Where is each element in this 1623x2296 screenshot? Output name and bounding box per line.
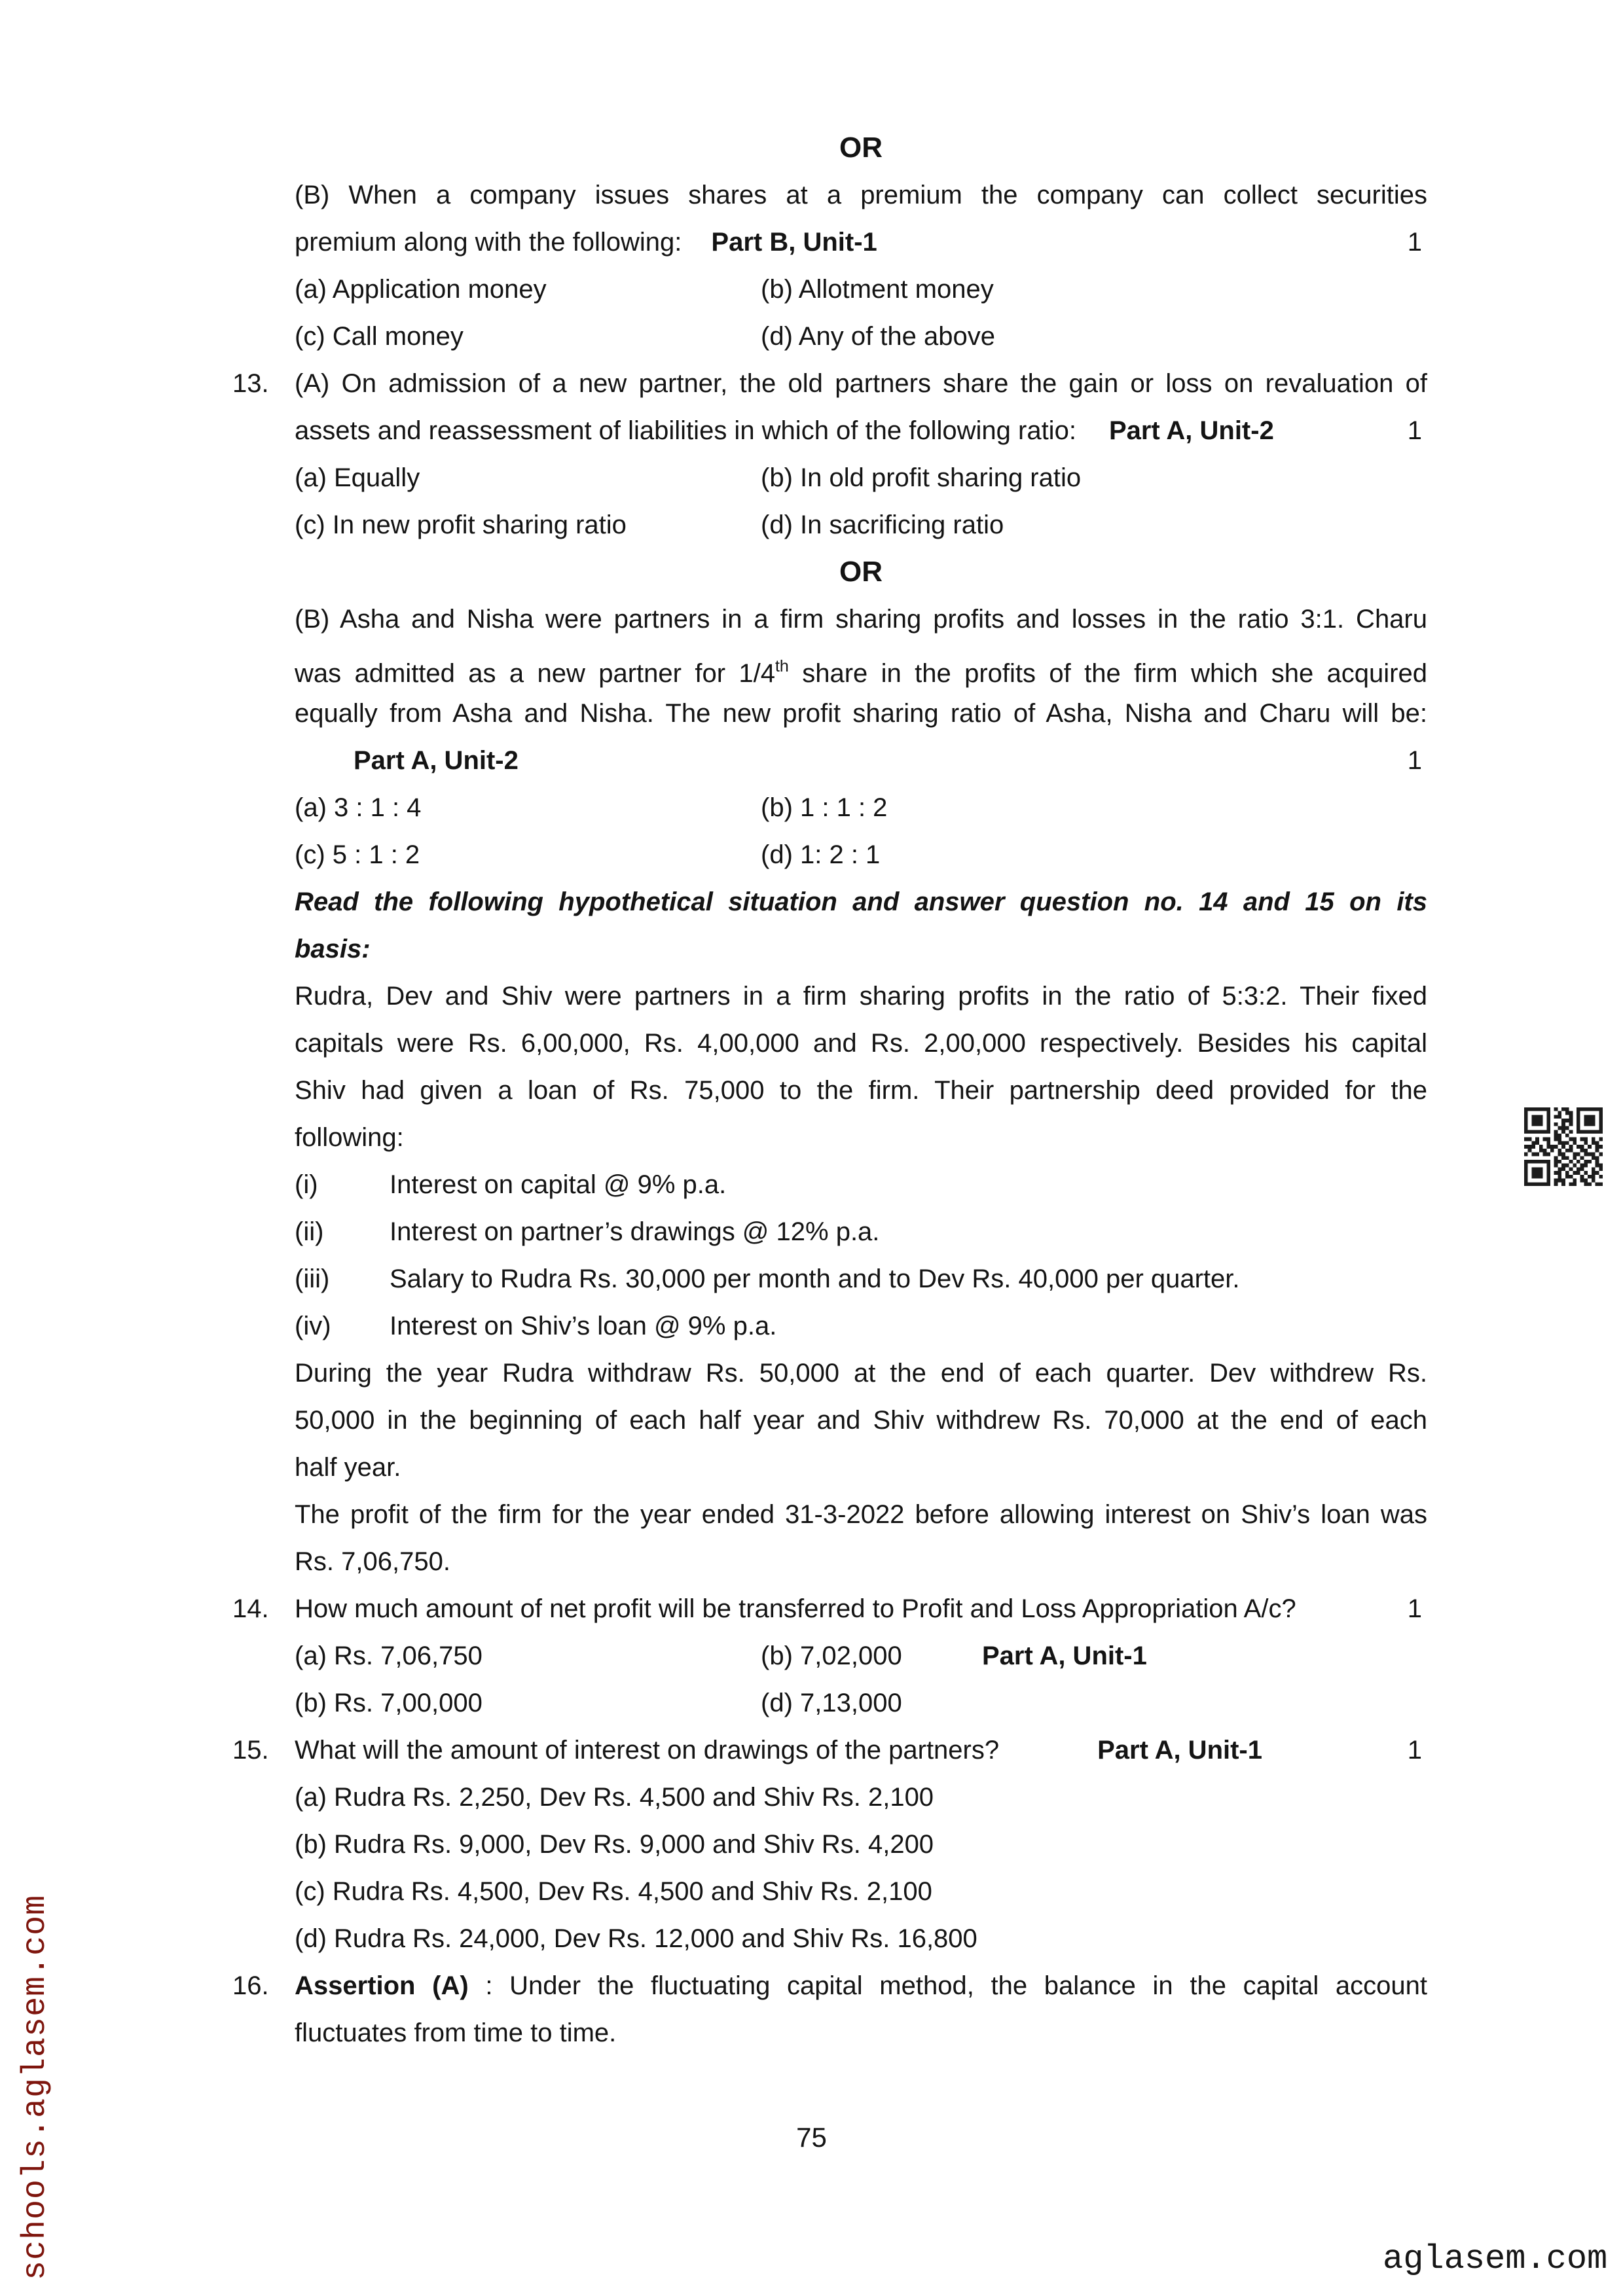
option: (d) 7,13,000 [761, 1689, 902, 1717]
paragraph-text: Assertion (A) [295, 1971, 469, 2000]
options-row [295, 454, 1427, 501]
option: (a) Rs. 7,06,750 [295, 1641, 483, 1670]
paragraph-line [295, 973, 1427, 1020]
options-row [295, 266, 1427, 313]
question-number: 14. [232, 1594, 269, 1623]
options-row [295, 831, 1427, 878]
paragraph-text: assets and reassessment of liabilities in which of the following ratio: [295, 416, 1076, 445]
clause-text: Interest on capital @ 9% p.a. [390, 1170, 727, 1199]
question-line [232, 1585, 1427, 1632]
option: (a) Application money [295, 275, 547, 304]
paragraph-text: share in the profits of the firm which she acquired [788, 659, 1427, 688]
paragraph-line [295, 1774, 1427, 1821]
options-row [295, 1632, 1427, 1679]
paragraph-text: (B) When a company issues shares at a premium the company can collect securities [295, 181, 1427, 209]
clause-text: Salary to Rudra Rs. 30,000 per month and to Dev Rs. 40,000 per quarter. [390, 1265, 1240, 1293]
option: (c) In new profit sharing ratio [295, 511, 627, 539]
paragraph-text: During the year Rudra withdraw Rs. 50,000 at the end of each quarter. Dev withdrew Rs. [295, 1359, 1427, 1388]
option: (a) Equally [295, 463, 420, 492]
paragraph-text: was admitted as a new partner for 1/4 [295, 659, 775, 688]
paragraph-line [295, 1020, 1427, 1067]
clause-number: (i) [295, 1170, 318, 1199]
unit-label: Part A, Unit-1 [1097, 1736, 1262, 1765]
unit-label: Part A, Unit-1 [982, 1641, 1147, 1670]
question-line [232, 1727, 1427, 1774]
page-number: 75 [796, 2122, 827, 2153]
paragraph-text: (B) Asha and Nisha were partners in a firm sharing profits and losses in the ratio 3:1. Charu [295, 605, 1427, 634]
paragraph-text: following: [295, 1123, 404, 1152]
watermark-left: schools.aglasem.com [17, 1894, 54, 2280]
clause-text: Interest on partner’s drawings @ 12% p.a. [390, 1217, 880, 1246]
marks-badge: 1 [1407, 228, 1422, 257]
clause-number: (ii) [295, 1217, 324, 1246]
clause-line [295, 1302, 1427, 1350]
or-divider [295, 124, 1427, 171]
question-line [232, 360, 1427, 407]
option: (c) Call money [295, 322, 464, 351]
qr-code-icon [1524, 1107, 1603, 1186]
option: (b) Allotment money [761, 275, 994, 304]
paragraph-line [295, 219, 1427, 266]
paragraph-text: (d) Rudra Rs. 24,000, Dev Rs. 12,000 and Shiv Rs. 16,800 [295, 1924, 977, 1953]
paragraph-text: How much amount of net profit will be transferred to Profit and Loss Appropriation A/c? [295, 1594, 1296, 1623]
or-divider-text: OR [839, 556, 883, 588]
paragraph-line [295, 878, 1427, 925]
marks-badge: 1 [1407, 746, 1422, 775]
superscript: th [775, 657, 789, 675]
marks-badge: 1 [1407, 416, 1422, 445]
paragraph-text: What will the amount of interest on drawings of the partners? [295, 1736, 1000, 1765]
clause-line [295, 1255, 1427, 1302]
option: (d) In sacrificing ratio [761, 511, 1004, 539]
marks-badge: 1 [1407, 1594, 1422, 1623]
paragraph-line [295, 1067, 1427, 1114]
option: (b) 7,02,000 [761, 1641, 902, 1670]
paragraph-line [295, 1821, 1427, 1868]
paragraph-text: Shiv had given a loan of Rs. 75,000 to the firm. Their partnership deed provided for the [295, 1076, 1427, 1105]
paragraph-text: fluctuates from time to time. [295, 2018, 617, 2047]
paragraph-line [295, 1868, 1427, 1915]
clause-number: (iii) [295, 1265, 330, 1293]
paragraph-text: (a) Rudra Rs. 2,250, Dev Rs. 4,500 and Shiv Rs. 2,100 [295, 1783, 934, 1812]
paragraph-text: premium along with the following: [295, 228, 682, 257]
paragraph-line [295, 596, 1427, 643]
paragraph-line [295, 1350, 1427, 1397]
option: (d) Any of the above [761, 322, 996, 351]
or-divider [295, 548, 1427, 596]
paragraph-text: Part A, Unit-2 [354, 746, 519, 775]
paragraph-line [295, 1444, 1427, 1491]
options-row [295, 313, 1427, 360]
paragraph-text: capitals were Rs. 6,00,000, Rs. 4,00,000 and Rs. 2,00,000 respectively. Besides his capital [295, 1029, 1427, 1058]
or-divider-text: OR [839, 132, 883, 164]
unit-label: Part B, Unit-1 [711, 228, 877, 257]
paragraph-line [295, 407, 1427, 454]
paragraph-line [295, 925, 1427, 973]
paragraph-line [295, 1491, 1427, 1538]
option: (d) 1: 2 : 1 [761, 840, 881, 869]
paragraph-text: The profit of the firm for the year ended 31-3-2022 before allowing interest on Shiv’s loan was [295, 1500, 1427, 1529]
question-number: 15. [232, 1736, 269, 1765]
clause-line [295, 1208, 1427, 1255]
clause-number: (iv) [295, 1312, 331, 1340]
paragraph-line [295, 737, 1427, 784]
paragraph-text: 50,000 in the beginning of each half year and Shiv withdrew Rs. 70,000 at the end of each [295, 1406, 1427, 1435]
question-number: 13. [232, 369, 269, 398]
options-row [295, 1679, 1427, 1727]
paragraph-line [295, 1114, 1427, 1161]
paragraph-text: (b) Rudra Rs. 9,000, Dev Rs. 9,000 and Shiv Rs. 4,200 [295, 1830, 934, 1859]
options-row [295, 784, 1427, 831]
paragraph-text: equally from Asha and Nisha. The new profit sharing ratio of Asha, Nisha and Charu will be: [295, 699, 1427, 728]
paragraph-text: : Under the fluctuating capital method, the balance in the capital account [468, 1971, 1427, 2000]
option: (a) 3 : 1 : 4 [295, 793, 422, 822]
option: (c) 5 : 1 : 2 [295, 840, 420, 869]
paragraph-line [295, 690, 1427, 737]
paragraph-line [295, 2009, 1427, 2056]
clause-line [295, 1161, 1427, 1208]
unit-label: Part A, Unit-2 [1108, 416, 1274, 445]
page-content [232, 124, 1427, 2056]
paragraph-text: basis: [295, 935, 371, 963]
paragraph-line [295, 171, 1427, 219]
option: (b) In old profit sharing ratio [761, 463, 1082, 492]
paragraph-text: Rudra, Dev and Shiv were partners in a firm sharing profits in the ratio of 5:3:2. Their fixed [295, 982, 1427, 1011]
paragraph-line [295, 1397, 1427, 1444]
watermark-bottom: aglasem.com [1383, 2240, 1608, 2278]
question-number: 16. [232, 1971, 269, 2000]
option: (b) 1 : 1 : 2 [761, 793, 888, 822]
paragraph-text: Read the following hypothetical situation and answer question no. 14 and 15 on its [295, 888, 1427, 916]
paragraph-text: half year. [295, 1453, 401, 1482]
clause-text: Interest on Shiv’s loan @ 9% p.a. [390, 1312, 777, 1340]
paragraph-text: (A) On admission of a new partner, the old partners share the gain or loss on revaluation of [295, 369, 1427, 398]
paragraph-line [295, 1538, 1427, 1585]
paragraph-line [295, 643, 1427, 690]
paragraph-text: (c) Rudra Rs. 4,500, Dev Rs. 4,500 and Shiv Rs. 2,100 [295, 1877, 932, 1906]
options-row [295, 501, 1427, 548]
paragraph-line [295, 1915, 1427, 1962]
paragraph-text: Rs. 7,06,750. [295, 1547, 450, 1576]
question-line [232, 1962, 1427, 2009]
option: (b) Rs. 7,00,000 [295, 1689, 483, 1717]
marks-badge: 1 [1407, 1736, 1422, 1765]
